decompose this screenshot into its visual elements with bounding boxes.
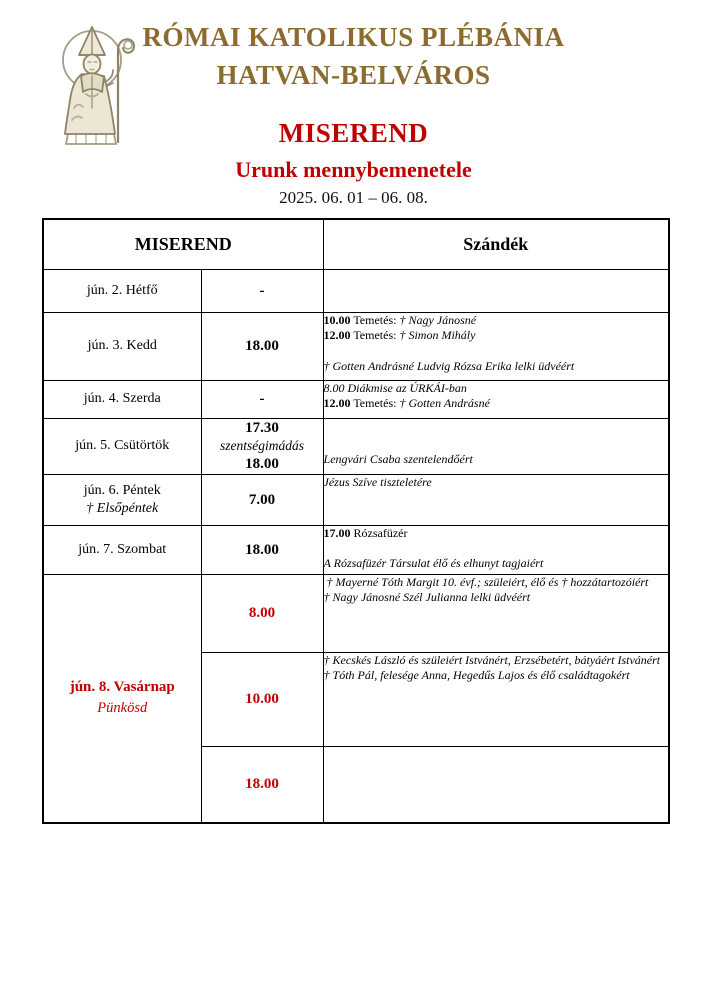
- intention-cell: [323, 380, 669, 418]
- intention-cell: [323, 746, 669, 823]
- intention-line: [324, 313, 669, 329]
- intention-cell: [323, 652, 669, 746]
- intention-line: A Rózsafüzér Társulat élő és elhunyt tagjaiért: [323, 556, 544, 570]
- time-cell: -: [201, 380, 323, 418]
- event-time: 17.00: [323, 525, 351, 540]
- column-header-intention: Szándék: [323, 219, 669, 269]
- table-row-tuesday: [43, 312, 669, 380]
- person-name: † Nagy Jánosné: [399, 312, 477, 327]
- event-time: 10.00: [323, 312, 351, 327]
- intention-cell: [323, 418, 669, 474]
- time-cell: [201, 418, 323, 474]
- intention-line: [324, 526, 669, 542]
- intention-line: † Kecskés László és szüleiért Istvánért, Erzsébetért, bátyáért Istvánért: [323, 652, 661, 667]
- mass-schedule-table: [42, 218, 670, 824]
- intention-line: [324, 396, 669, 412]
- date-range: 2025. 06. 01 – 06. 08.: [279, 188, 428, 207]
- day-cell-sunday: [43, 574, 201, 823]
- table-row-monday: [43, 269, 669, 312]
- intention-line: † Gotten Andrásné Ludvig Rózsa Erika lelki üdvéért: [323, 358, 575, 373]
- day-cell: jún. 2. Hétfő: [43, 269, 201, 312]
- person-name: † Gotten Andrásné: [399, 396, 490, 410]
- time-cell: 18.00: [201, 312, 323, 380]
- day-label: jún. 6. Péntek: [83, 482, 161, 498]
- intention-line: Jézus Szíve tiszteletére: [323, 474, 432, 489]
- mass-time-second: 18.00: [245, 456, 279, 472]
- org-name-line2: HATVAN-BELVÁROS: [216, 60, 491, 90]
- day-cell: jún. 4. Szerda: [43, 380, 201, 418]
- time-cell: -: [201, 269, 323, 312]
- event-label: Temetés:: [353, 312, 397, 327]
- event-label: Rózsafüzér: [353, 525, 408, 540]
- event-time: 12.00: [323, 396, 351, 410]
- column-header-schedule: MISEREND: [43, 219, 323, 269]
- mass-time-first: 17.30: [245, 420, 279, 436]
- person-name: † Simon Mihály: [399, 328, 476, 342]
- intention-cell: [323, 525, 669, 574]
- time-cell: 18.00: [201, 525, 323, 574]
- time-cell: 18.00: [201, 746, 323, 823]
- day-note: † Elsőpéntek: [86, 500, 159, 516]
- day-cell: jún. 3. Kedd: [43, 312, 201, 380]
- table-row-friday: [43, 474, 669, 525]
- table-row-thursday: [43, 418, 669, 474]
- event-label: Temetés:: [353, 396, 397, 410]
- table-row-sunday-800: [43, 574, 669, 652]
- day-cell: jún. 5. Csütörtök: [43, 418, 201, 474]
- time-cell: 7.00: [201, 474, 323, 525]
- blank-line: [324, 541, 669, 556]
- table-header-row: [43, 219, 669, 269]
- intention-line: † Tóth Pál, felesége Anna, Hegedűs Lajos és élő családtagokért: [323, 668, 630, 682]
- day-cell: jún. 7. Szombat: [43, 525, 201, 574]
- intention-cell: [323, 474, 669, 525]
- intention-line: Lengvári Csaba szentelendőért: [323, 452, 473, 466]
- intention-cell: [323, 312, 669, 380]
- intention-line: † Mayerné Tóth Margit 10. évf.; szüleiért, élő és † hozzátartozóiért: [326, 574, 649, 589]
- event-label: Temetés:: [353, 328, 397, 342]
- day-note: Pünkösd: [97, 700, 148, 717]
- day-label: jún. 8. Vasárnap: [69, 679, 175, 696]
- intention-cell: [323, 269, 669, 312]
- table-row-wednesday: [43, 380, 669, 418]
- time-cell: 10.00: [201, 652, 323, 746]
- day-cell: [43, 474, 201, 525]
- time-cell: 8.00: [201, 574, 323, 652]
- event-time: 12.00: [323, 328, 351, 342]
- org-name-line1: RÓMAI KATOLIKUS PLÉBÁNIA: [142, 22, 565, 52]
- adoration-note: szentségimádás: [220, 438, 304, 453]
- intention-line: [324, 328, 669, 344]
- intention-cell: [323, 574, 669, 652]
- document-title: MISEREND: [278, 118, 429, 148]
- feast-name: Urunk mennybemenetele: [235, 157, 472, 182]
- intention-line: 8.00 Diákmise az ÚRKÁI-ban: [323, 380, 467, 395]
- intention-line: † Nagy Jánosné Szél Julianna lelki üdvéért: [323, 590, 531, 604]
- table-row-saturday: [43, 525, 669, 574]
- blank-line: [324, 344, 669, 359]
